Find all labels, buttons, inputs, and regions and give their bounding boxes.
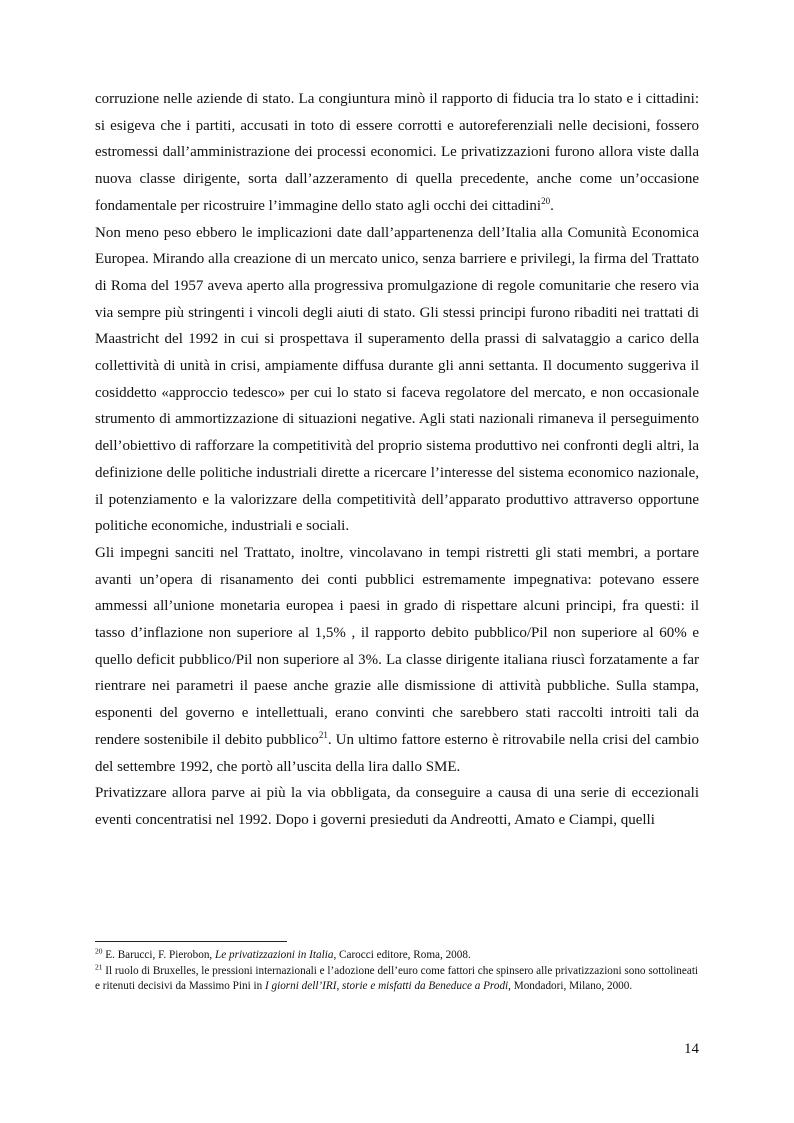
page-number: 14 <box>684 1041 699 1057</box>
paragraph-3: Gli impegni sanciti nel Trattato, inoltre, vincolavano in tempi ristretti gli stati membri, a portare avanti un’opera di risanamento dei conti pubblici estremamente impegnativa: potevano essere ammessi all’unione monetaria europea i paesi in grado di rispettare alcuni principi, fra questi: il tasso d’inflazione non superiore al 1,5% , il rapporto debito pubblico/Pil non superiore al 60% e quello deficit pubblico/Pil non superiore al 3%. La classe dirigente italiana riuscì forzatamente a far rientrare nei parametri il paese anche grazie alle dismissione di attività pubbliche. Sulla stampa, esponenti del governo e intellettuali, erano convinti che sarebbero stati raccolti introiti tali da rendere sostenibile il debito pubblico$^{21}$. Un ultimo fattore esterno è ritrovabile nella crisi del cambio del settembre 1992, che portò all’uscita della lira dallo SME. <box>95 544 699 775</box>
footnote-21: $^{21}$ Il ruolo di Bruxelles, le pressioni internazionali e l’adozione dell’euro come fattori che spinsero alle privatizzazioni sono sottolineati e ritenuti decisivi da Massimo Pini in I giorni dell’IRI, storie e misfatti da Beneduce a Prodi, Mondadori, Milano, 2000. <box>95 961 699 993</box>
footnote-book-title: Le privatizzazioni in Italia <box>215 949 334 961</box>
footnote-marker: 21 <box>95 961 103 971</box>
footnote-separator <box>95 941 287 942</box>
body-text <box>95 86 699 834</box>
paragraph-1: corruzione nelle aziende di stato. La congiuntura minò il rapporto di fiducia tra lo stato e i cittadini: si esigeva che i partiti, accusati in toto di essere corrotti e autoreferenziali nelle decisioni, fossero estromessi dall’amministrazione dei processi economici. Le privatizzazioni furono allora viste dalla nuova classe dirigente, sorta dall’azzeramento di quella precedente, anche come un’occasione fondamentale per ricostruire l’immagine dello stato agli occhi dei cittadini$^{20}$. <box>95 91 699 214</box>
footnote-book-title: I giorni dell’IRI, storie e misfatti da Beneduce a Prodi <box>264 980 509 993</box>
paragraph-4: Privatizzare allora parve ai più la via obbligata, da conseguire a causa di una serie di eccezionali eventi concentratisi nel 1992. Dopo i governi presieduti da Andreotti, Amato e Ciampi, quelli <box>95 785 699 828</box>
footnote-ref-20[interactable]: 20 <box>541 195 551 206</box>
footnote-ref-21[interactable]: 21 <box>318 729 328 740</box>
footnote-marker: 20 <box>95 946 103 956</box>
footnote-20: $^{20}$ E. Barucci, F. Pierobon, Le privatizzazioni in Italia, Carocci editore, Roma, 2008. <box>95 946 471 961</box>
paragraph-2: Non meno peso ebbero le implicazioni date dall’appartenenza dell’Italia alla Comunità Economica Europea. Mirando alla creazione di un mercato unico, senza barriere e privilegi, la firma del Trattato di Roma del 1957 aveva aperto alla progressiva promulgazione di regole comunitarie che resero via via sempre più stringenti i vincoli degli aiuti di stato. Gli stessi principi furono ribaditi nei trattati di Maastricht del 1992 in cui si prospettava il superamento della prassi di salvataggio a carico della collettività di unità in crisi, ampiamente diffusa durante gli anni settanta. Il documento suggeriva il cosiddetto «approccio tedesco» per cui lo stato si faceva regolatore del mercato, e non occasionale strumento di ammortizzazione di situazioni negative. Agli stati nazionali rimaneva il perseguimento dell’obiettivo di rafforzare la competitività del proprio sistema produttivo nei confronti degli altri, la definizione delle politiche industriali dirette a ricercare l’interesse del sistema economico nazionale, il potenziamento e la valorizzare della competitività dell’apparato produttivo attraverso opportune politiche economiche, industriali e sociali. <box>95 224 699 535</box>
footnotes <box>95 948 699 995</box>
